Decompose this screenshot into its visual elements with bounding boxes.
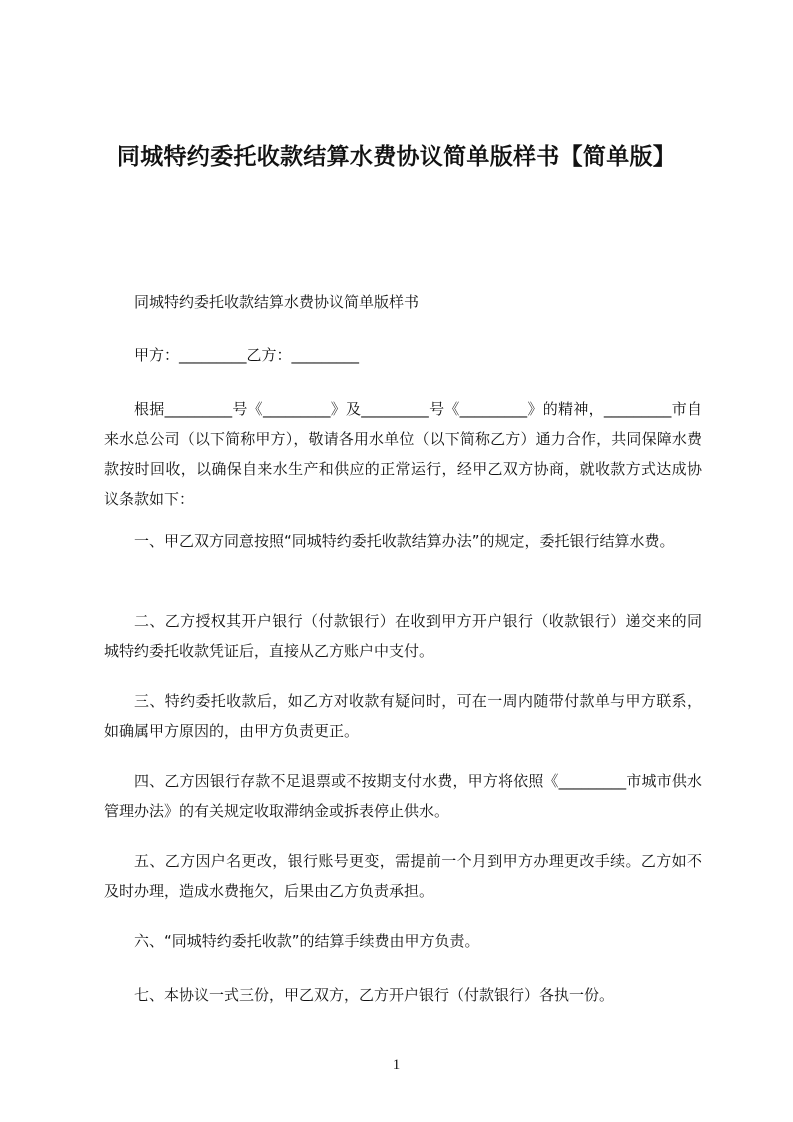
clause-4-paragraph: 四、乙方因银行存款不足退票或不按期支付水费，甲方将依照《_________市城市供水管理办法》的有关规定收取滞纳金或拆表停止供水。 <box>104 772 702 820</box>
clause-7-paragraph: 七、本协议一式三份，甲乙双方，乙方开户银行（付款银行）各执一份。 <box>134 986 615 1004</box>
clause-2-paragraph: 二、乙方授权其开户银行（付款银行）在收到甲方开户银行（收款银行）递交来的同城特约委托收款凭证后，直接从乙方账户中支付。 <box>104 612 702 660</box>
subtitle-paragraph: 同城特约委托收款结算水费协议简单版样书 <box>134 293 420 311</box>
clause-5-paragraph: 五、乙方因户名更改，银行账号更变，需提前一个月到甲方办理更改手续。乙方如不及时办理，造成水费拖欠，后果由乙方负责承担。 <box>104 852 702 900</box>
document-title: 同城特约委托收款结算水费协议简单版样书【简单版】 <box>116 144 677 170</box>
clause-3-paragraph: 三、特约委托收款后，如乙方对收款有疑问时，可在一周内随带付款单与甲方联系，如确属甲方原因的，由甲方负责更正。 <box>104 692 702 740</box>
parties-paragraph: 甲方：_________乙方：_________ <box>134 346 360 364</box>
clause-6-paragraph: 六、“同城特约委托收款”的结算手续费由甲方负责。 <box>134 932 480 950</box>
clause-1-paragraph: 一、甲乙双方同意按照“同城特约委托收款结算办法”的规定，委托银行结算水费。 <box>134 532 675 550</box>
page-number: 1 <box>392 1057 401 1073</box>
preamble-paragraph: 根据_________号《_________》及_________号《_________》的精神，_________市自来水总公司（以下简称甲方），敬请各用水单位（以下简称乙方）通力合作，共同保障水费款按时回收，以确保自来水生产和供应的正常运行，经甲乙双方协商，就收款方式达成协议条款如下： <box>104 400 702 508</box>
